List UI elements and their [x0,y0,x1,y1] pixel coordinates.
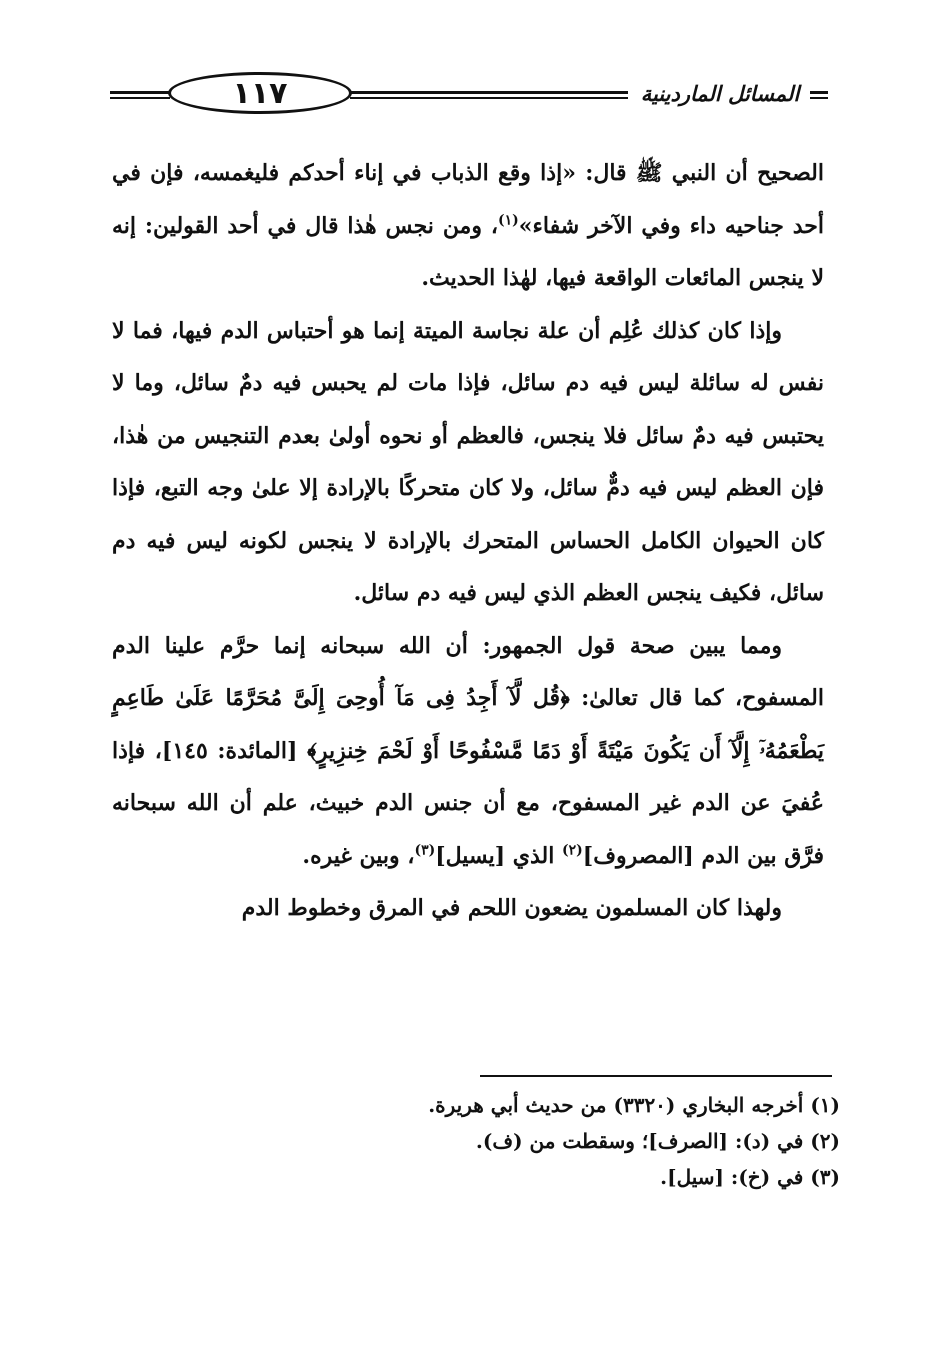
header-rule-right [810,89,828,101]
footnotes [180,1087,840,1195]
paragraph-4: ولهذا كان المسلمون يضعون اللحم في المرق وخطوط الدم [241,895,782,921]
paragraph-3-text-a: ومما يبين صحة قول الجمهور: أن الله سبحانه إنما حرَّم علينا الدم المسفوح، كما قال تعالىٰ: [112,632,825,711]
footnote-separator [480,1075,832,1077]
header-rule-left [110,89,170,101]
paragraph-3-text-d: ، وبين غيره. [302,842,415,869]
paragraph-3-text-c: الذي [يسيل] [435,842,563,869]
paragraph-1-text-b: ، ومن نجس هٰذا قال في أحد القولين: إنه لا ينجس المائعات الواقعة فيها، لهٰذا الحديث. [112,212,824,291]
header-rule-middle [350,89,628,101]
paragraph-3-text-b: [المائدة: ١٤٥]، فإذا عُفيَ عن الدم غير المسفوح، مع أن جنس الدم خبيث، علم أن الله سبحانه فرَّق بين الدم [المصروف] [112,737,824,869]
running-title: المسائل الماردينية [640,81,800,106]
footnote-ref-1: (١) [497,212,519,229]
page-header [110,68,828,120]
page-number: ١١٧ [168,72,352,114]
footnote-1: (١) أخرجه البخاري (٣٣٢٠) من حديث أبي هريرة. [428,1093,840,1117]
footnote-ref-2: (٢) [562,842,583,859]
footnote-3: (٣) في (خ): [سيل]. [660,1165,840,1189]
quran-verse: ﴿قُل لَّآ أَجِدُ فِى مَآ أُوحِىَ إِلَىَّ مُحَرَّمًا عَلَىٰ طَاعِمٍ يَطْعَمُهُۥٓ إِلَّآ أَن يَكُونَ مَيْتَةً أَوْ دَمًا مَّسْفُوحًا أَوْ لَحْمَ خِنزِيرٍ﴾ [112,685,824,764]
paragraph-1 [112,147,824,305]
footnote-ref-3: (٣) [414,842,436,859]
paragraph-1-text-a: الصحيح أن النبي ﷺ قال: «إذا وقع الذباب في إناء أحدكم فليغمسه، فإن في أحد جناحيه داء وفي الآخر شفاء» [112,160,824,239]
footnote-2: (٢) في (د): [الصرف]؛ وسقطت من (ف). [475,1129,840,1153]
paragraph-3 [112,620,824,883]
main-text [112,147,824,935]
paragraph-2: وإذا كان كذلك عُلِم أن علة نجاسة الميتة إنما هو أحتباس الدم فيها، فما لا نفس له سائلة ليس فيه دم سائل، فإذا مات لم يحبس فيه دمٌ سائل، وما لا يحتبس فيه دمٌ سائل فلا ينجس، فالعظم أو نحوه أولىٰ بعدم التنجيس من هٰذا، فإن العظم ليس فيه دمٌّ سائل، ولا كان متحركًا بالإرادة إلا علىٰ وجه التبع، فإذا كان الحيوان الكامل الحساس المتحرك بالإرادة لا ينجس لكونه ليس فيه دم سائل، فكيف ينجس العظم الذي ليس فيه دم سائل. [112,317,824,606]
